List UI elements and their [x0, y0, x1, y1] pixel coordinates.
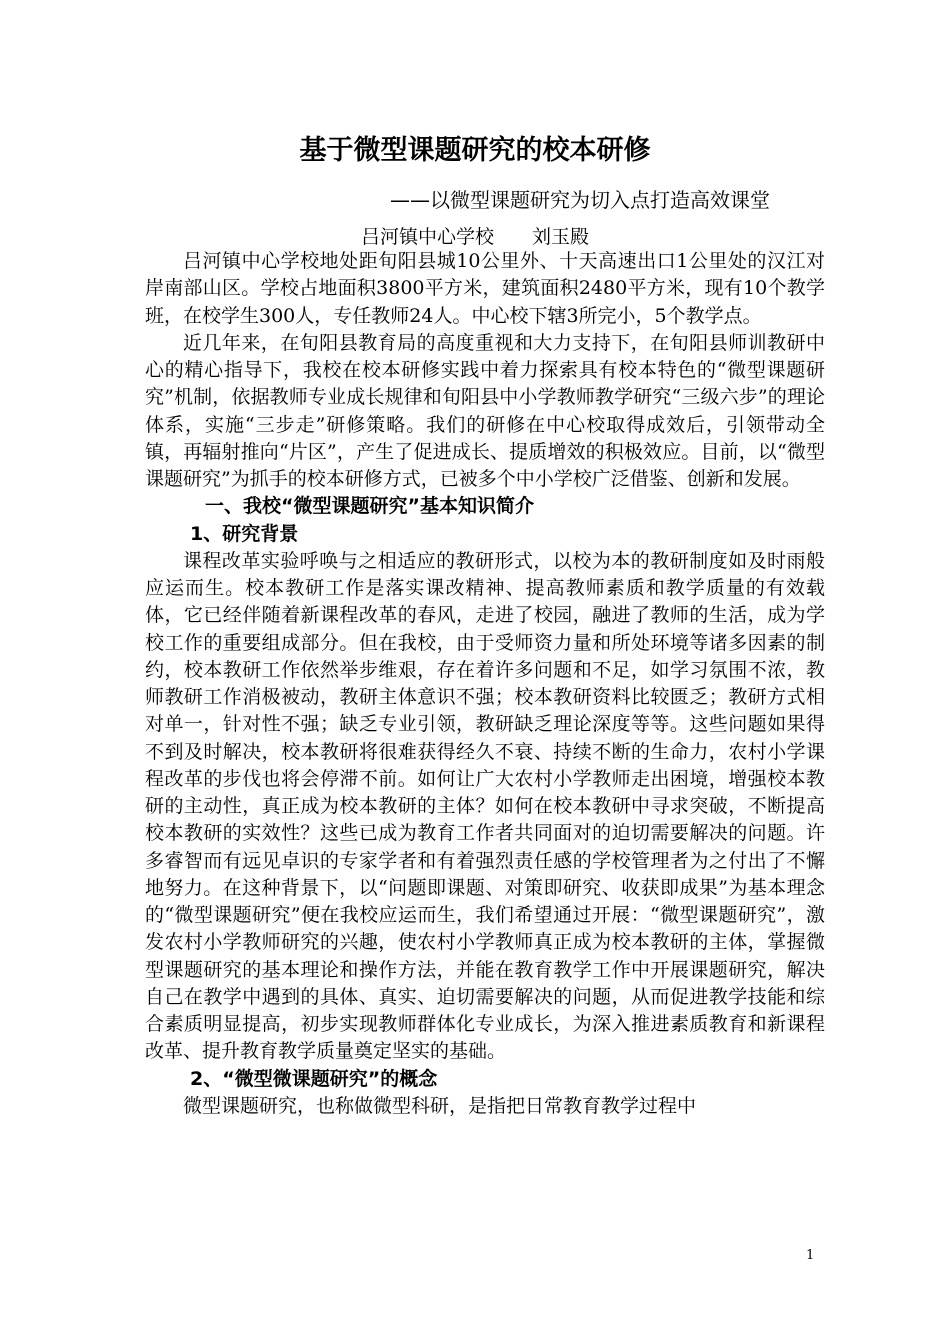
subsection-heading: 2、“微型微课题研究”的概念 — [190, 1067, 438, 1090]
document-subtitle: ——以微型课题研究为切入点打造高效课堂 — [390, 188, 770, 212]
subsection-heading: 1、研究背景 — [190, 522, 299, 545]
author-line: 吕河镇中心学校 刘玉殿 — [360, 226, 589, 248]
section-heading: 一、我校“微型课题研究”基本知识简介 — [205, 495, 534, 518]
intro-paragraph: 近几年来，在旬阳县教育局的高度重视和大力支持下，在旬阳县师训教研中心的精心指导下，我校在校本研修实践中着力探索具有校本特色的“微型课题研究”机制，依据教师专业成长规律和旬阳县中小学教师教学研究“三级六步”的理论体系，实施“三步走”研修策略。我们的研修在中心校取得成效后，引领带动全镇，再辐射推向“片区”，产生了促进成长、提质增效的积极效应。目前，以“微型课题研究”为抓手的校本研修方式，已被多个中小学校广泛借鉴、创新和发展。 — [145, 331, 825, 490]
background-paragraph: 课程改革实验呼唤与之相适应的教研形式，以校为本的教研制度如及时雨般应运而生。校本教研工作是落实课改精神、提高教师素质和教学质量的有效载体，它已经伴随着新课程改革的春风，走进了校园，融进了教师的生活，成为学校工作的重要组成部分。但在我校，由于受师资力量和所处环境等诸多因素的制约，校本教研工作依然举步维艰，存在着许多问题和不足，如学习氛围不浓，教师教研工作消极被动，教研主体意识不强；校本教研资料比较匮乏；教研方式相对单一，针对性不强；缺乏专业引领，教研缺乏理论深度等等。这些问题如果得不到及时解决，校本教研将很难获得经久不衰、持续不断的生命力，农村小学课程改革的步伐也将会停滞不前。如何让广大农村小学教师走出困境，增强校本教研的主动性，真正成为校本教研的主体？如何在校本教研中寻求突破，不断提高校本教研的实效性？这些已成为教育工作者共同面对的迫切需要解决的问题。许多睿智而有远见卓识的专家学者和有着强烈责任感的学校管理者为之付出了不懈地努力。在这种背景下，以“问题即课题、对策即研究、收获即成果”为基本理念的“微型课题研究”便在我校应运而生，我们希望通过开展：“微型课题研究”，激发农村小学教师研究的兴趣，使农村小学教师真正成为校本教研的主体，掌握微型课题研究的基本理论和操作方法，并能在教育教学工作中开展课题研究，解决自己在教学中遇到的具体、真实、迫切需要解决的问题，从而促进教学技能和综合素质明显提高，初步实现教师群体化专业成长，为深入推进素质教育和新课程改革、提升教育教学质量奠定坚实的基础。 — [145, 549, 825, 1063]
page-number: 1 — [806, 1248, 815, 1263]
document-title: 基于微型课题研究的校本研修 — [299, 135, 651, 166]
document-body — [145, 248, 825, 1120]
intro-paragraph: 吕河镇中心学校地处距旬阳县城10公里外、十天高速出口1公里处的汉江对岸南部山区。学校占地面积3800平方米，建筑面积2480平方米，现有10个教学班，在校学生300人，专任教师24人。中心校下辖3所完小，5个教学点。 — [145, 250, 825, 327]
concept-paragraph: 微型课题研究，也称做微型科研，是指把日常教育教学过程中 — [183, 1094, 697, 1117]
